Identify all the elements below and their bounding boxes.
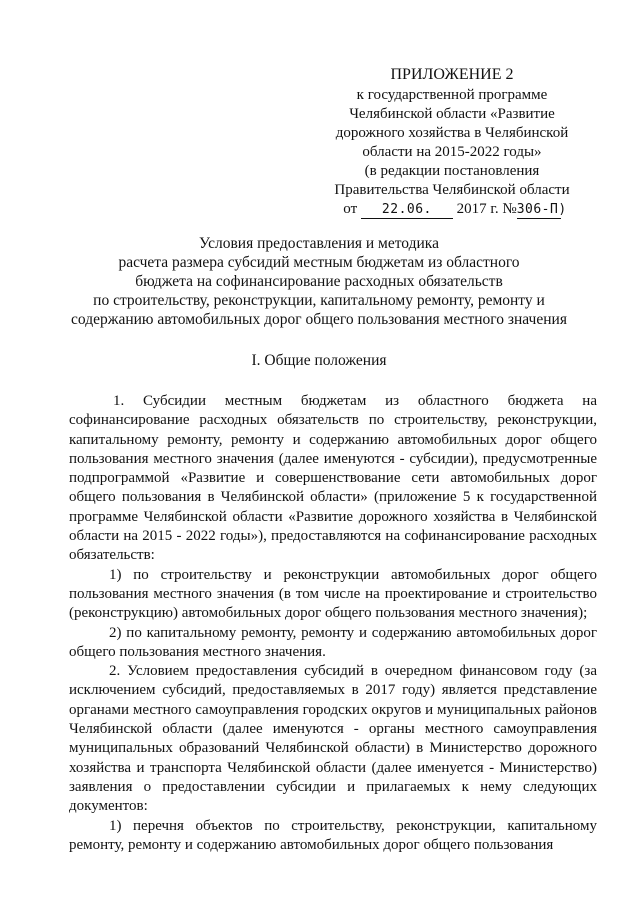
paragraph: 2) по капитальному ремонту, ремонту и содержанию автомобильных дорог общего пользования местного значения.	[69, 624, 597, 660]
heading-line: содержанию автомобильных дорог общего пользования местного значения	[71, 311, 567, 328]
heading-line: расчета размера субсидий местным бюджетам из областного	[118, 254, 520, 271]
appendix-line: к государственной программе	[356, 87, 548, 103]
date-blank	[361, 201, 453, 219]
appendix-title: ПРИЛОЖЕНИЕ 2	[390, 66, 514, 83]
document-heading	[40, 234, 598, 329]
paragraph: 2. Условием предоставления субсидий в очередном финансовом году (за исключением субсидий, предоставляемых в 2017 году) является представление органами местного самоуправления городских округов и муниципальных районов Челябинской области (далее именуются - органы местного самоуправления муниципальных образований Челябинской области) в Министерство дорожного хозяйства и транспорта Челябинской области (далее именуется - Министерство) заявления о предоставлении субсидии и прилагаемых к нему следующих документов:	[69, 663, 597, 815]
document-body	[69, 392, 597, 855]
year-text: 2017 г. №	[456, 201, 517, 217]
appendix-date-line	[318, 200, 586, 219]
section-title: I. Общие положения	[251, 352, 387, 369]
appendix-block	[318, 64, 586, 219]
heading-line: Условия предоставления и методика	[199, 235, 439, 252]
paragraph: 1) по строительству и реконструкции автомобильных дорог общего пользования местного значения (в том числе на проектирование и строительство (реконструкцию) автомобильных дорог общего пользования местного значения);	[69, 566, 597, 622]
date-prefix: от	[343, 201, 358, 217]
appendix-line: области на 2015-2022 годы»	[362, 144, 542, 160]
number-stamp: 306-П)	[516, 202, 567, 217]
paragraph: 1. Субсидии местным бюджетам из областного бюджета на софинансирование расходных обязательств по строительству, реконструкции, капитальному ремонту, ремонту и содержанию автомобильных дорог общего пользования местного значения (далее именуются - субсидии), предусмотренные подпрограммой «Развитие и совершенствование сети автомобильных дорог общего пользования в Челябинской области» (приложение 5 к государственной программе Челябинской области «Развитие дорожного хозяйства в Челябинской области на 2015 - 2022 годы»), предоставляются на софинансирование расходных обязательств:	[69, 393, 597, 564]
appendix-line: Правительства Челябинской области	[334, 182, 570, 198]
paragraph: 1) перечня объектов по строительству, реконструкции, капитальному ремонту, ремонту и содержанию автомобильных дорог общего пользования	[69, 817, 597, 853]
number-blank	[516, 201, 567, 219]
heading-line: бюджета на софинансирование расходных обязательств	[135, 273, 503, 290]
appendix-line: (в редакции постановления	[364, 163, 540, 179]
heading-line: по строительству, реконструкции, капитальному ремонту, ремонту и	[93, 292, 545, 309]
appendix-line: дорожного хозяйства в Челябинской	[335, 125, 569, 141]
date-stamp: 22.06.	[381, 202, 432, 217]
appendix-line: Челябинской области «Развитие	[349, 106, 555, 122]
